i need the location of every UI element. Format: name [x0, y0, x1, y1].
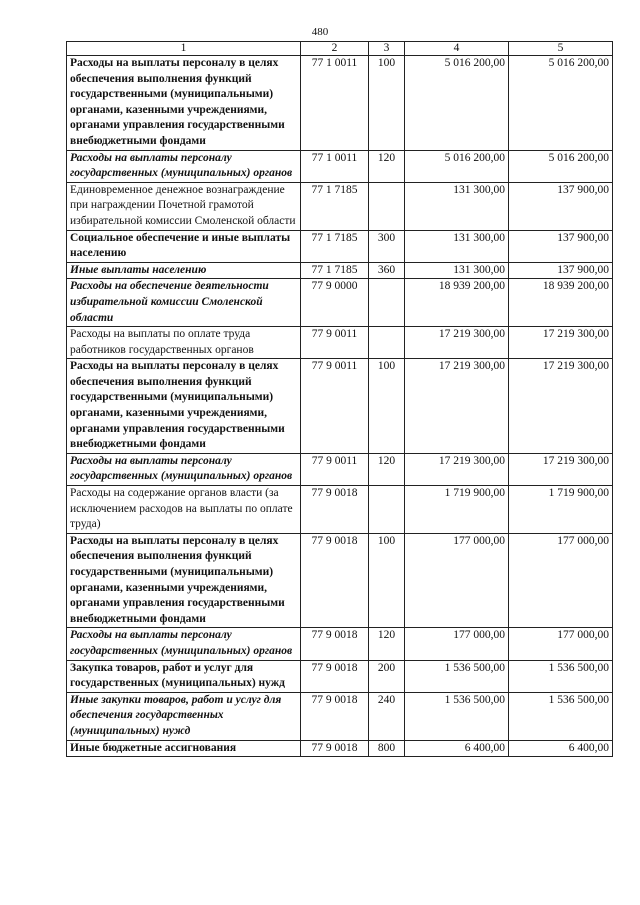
- amount-year-1-cell: 1 536 500,00: [405, 660, 509, 692]
- expense-type-cell: 800: [369, 740, 405, 757]
- table-row: [67, 453, 613, 485]
- table-row: [67, 486, 613, 534]
- expense-name-cell: Расходы на содержание органов власти (за исключением расходов на выплаты по оплате труда): [67, 486, 301, 534]
- table-body: [67, 56, 613, 757]
- target-code-cell: 77 1 7185: [301, 182, 369, 230]
- amount-year-1-cell: 1 536 500,00: [405, 692, 509, 740]
- expense-name-cell: Расходы на выплаты персоналу в целях обеспечения выполнения функций государственными (муниципальными) органами, казенными учреждениями, органами управления государственными внебюджетными фондами: [67, 533, 301, 628]
- target-code-cell: 77 9 0018: [301, 533, 369, 628]
- amount-year-1-cell: 6 400,00: [405, 740, 509, 757]
- amount-year-1-cell: 17 219 300,00: [405, 453, 509, 485]
- table-row: [67, 150, 613, 182]
- amount-year-1-cell: 131 300,00: [405, 262, 509, 279]
- expense-name-cell: Иные бюджетные ассигнования: [67, 740, 301, 757]
- amount-year-2-cell: 177 000,00: [509, 533, 613, 628]
- expense-name-cell: Иные выплаты населению: [67, 262, 301, 279]
- expense-type-cell: 120: [369, 150, 405, 182]
- amount-year-2-cell: 17 219 300,00: [509, 327, 613, 359]
- expense-name-cell: Расходы на выплаты персоналу государственных (муниципальных) органов: [67, 453, 301, 485]
- column-header-2: 2: [301, 42, 369, 56]
- amount-year-2-cell: 5 016 200,00: [509, 56, 613, 151]
- target-code-cell: 77 1 7185: [301, 262, 369, 279]
- expense-type-cell: [369, 279, 405, 327]
- table-row: [67, 56, 613, 151]
- amount-year-2-cell: 137 900,00: [509, 262, 613, 279]
- expense-type-cell: 300: [369, 230, 405, 262]
- table-row: [67, 359, 613, 454]
- expense-type-cell: [369, 327, 405, 359]
- expense-type-cell: 240: [369, 692, 405, 740]
- expense-name-cell: Иные закупки товаров, работ и услуг для обеспечения государственных (муниципальных) нужд: [67, 692, 301, 740]
- column-header-1: 1: [67, 42, 301, 56]
- amount-year-1-cell: 131 300,00: [405, 182, 509, 230]
- amount-year-2-cell: 17 219 300,00: [509, 359, 613, 454]
- expense-type-cell: [369, 486, 405, 534]
- amount-year-2-cell: 17 219 300,00: [509, 453, 613, 485]
- target-code-cell: 77 1 0011: [301, 56, 369, 151]
- table-row: [67, 660, 613, 692]
- expense-name-cell: Закупка товаров, работ и услуг для государственных (муниципальных) нужд: [67, 660, 301, 692]
- column-header-4: 4: [405, 42, 509, 56]
- target-code-cell: 77 9 0011: [301, 359, 369, 454]
- table-row: [67, 182, 613, 230]
- amount-year-2-cell: 5 016 200,00: [509, 150, 613, 182]
- expense-name-cell: Расходы на выплаты по оплате труда работников государственных органов: [67, 327, 301, 359]
- expense-type-cell: 120: [369, 628, 405, 660]
- amount-year-1-cell: 17 219 300,00: [405, 359, 509, 454]
- amount-year-1-cell: 131 300,00: [405, 230, 509, 262]
- amount-year-2-cell: 137 900,00: [509, 182, 613, 230]
- budget-table: [66, 41, 613, 757]
- target-code-cell: 77 9 0018: [301, 628, 369, 660]
- expense-type-cell: 120: [369, 453, 405, 485]
- column-header-5: 5: [509, 42, 613, 56]
- amount-year-1-cell: 5 016 200,00: [405, 150, 509, 182]
- target-code-cell: 77 9 0018: [301, 740, 369, 757]
- expense-name-cell: Расходы на выплаты персоналу в целях обеспечения выполнения функций государственными (муниципальными) органами, казенными учреждениями, органами управления государственными внебюджетными фондами: [67, 359, 301, 454]
- table-row: [67, 740, 613, 757]
- expense-name-cell: Расходы на обеспечение деятельности избирательной комиссии Смоленской области: [67, 279, 301, 327]
- amount-year-2-cell: 177 000,00: [509, 628, 613, 660]
- target-code-cell: 77 9 0018: [301, 486, 369, 534]
- amount-year-1-cell: 1 719 900,00: [405, 486, 509, 534]
- expense-type-cell: 100: [369, 56, 405, 151]
- amount-year-2-cell: 6 400,00: [509, 740, 613, 757]
- amount-year-1-cell: 177 000,00: [405, 533, 509, 628]
- amount-year-1-cell: 177 000,00: [405, 628, 509, 660]
- expense-name-cell: Расходы на выплаты персоналу государственных (муниципальных) органов: [67, 150, 301, 182]
- target-code-cell: 77 9 0011: [301, 327, 369, 359]
- expense-type-cell: 360: [369, 262, 405, 279]
- amount-year-2-cell: 18 939 200,00: [509, 279, 613, 327]
- header-row: [67, 42, 613, 56]
- amount-year-1-cell: 18 939 200,00: [405, 279, 509, 327]
- target-code-cell: 77 1 7185: [301, 230, 369, 262]
- expense-type-cell: 100: [369, 533, 405, 628]
- table-row: [67, 692, 613, 740]
- table-row: [67, 230, 613, 262]
- expense-name-cell: Социальное обеспечение и иные выплаты населению: [67, 230, 301, 262]
- table-row: [67, 279, 613, 327]
- expense-type-cell: [369, 182, 405, 230]
- table-row: [67, 628, 613, 660]
- amount-year-1-cell: 17 219 300,00: [405, 327, 509, 359]
- target-code-cell: 77 9 0018: [301, 660, 369, 692]
- expense-type-cell: 200: [369, 660, 405, 692]
- table-row: [67, 327, 613, 359]
- target-code-cell: 77 9 0011: [301, 453, 369, 485]
- expense-name-cell: Единовременное денежное вознаграждение при награждении Почетной грамотой избирательной комиссии Смоленской области: [67, 182, 301, 230]
- target-code-cell: 77 9 0018: [301, 692, 369, 740]
- target-code-cell: 77 1 0011: [301, 150, 369, 182]
- page-number: 480: [311, 26, 329, 38]
- expense-name-cell: Расходы на выплаты персоналу в целях обеспечения выполнения функций государственными (муниципальными) органами, казенными учреждениями, органами управления государственными внебюджетными фондами: [67, 56, 301, 151]
- amount-year-2-cell: 1 536 500,00: [509, 660, 613, 692]
- amount-year-2-cell: 137 900,00: [509, 230, 613, 262]
- expense-type-cell: 100: [369, 359, 405, 454]
- column-header-3: 3: [369, 42, 405, 56]
- amount-year-2-cell: 1 719 900,00: [509, 486, 613, 534]
- table-row: [67, 262, 613, 279]
- target-code-cell: 77 9 0000: [301, 279, 369, 327]
- expense-name-cell: Расходы на выплаты персоналу государственных (муниципальных) органов: [67, 628, 301, 660]
- table-row: [67, 533, 613, 628]
- amount-year-1-cell: 5 016 200,00: [405, 56, 509, 151]
- amount-year-2-cell: 1 536 500,00: [509, 692, 613, 740]
